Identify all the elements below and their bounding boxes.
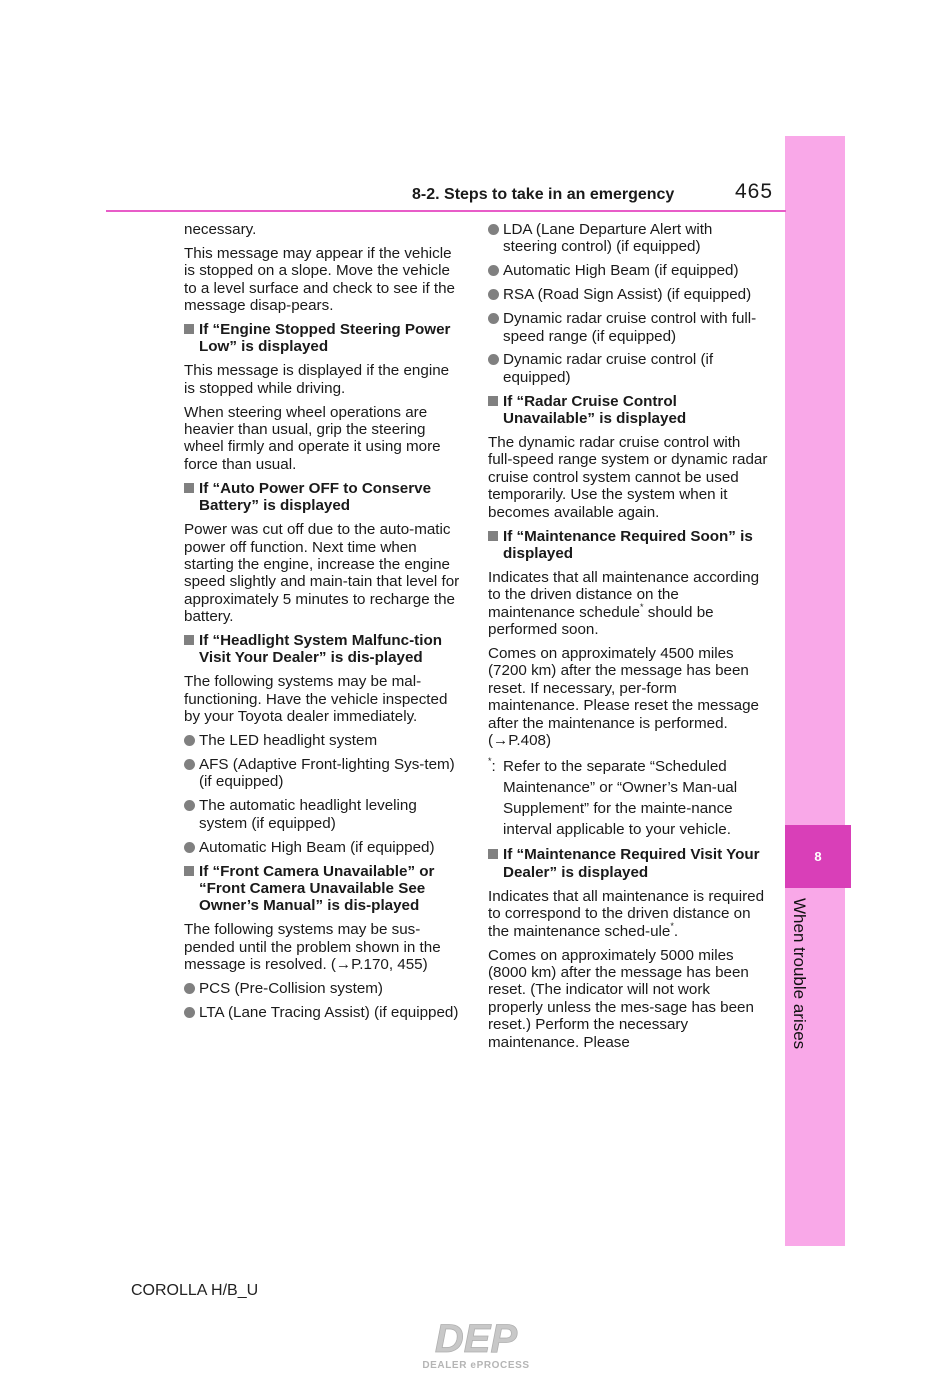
footnote-text: Refer to the separate “Scheduled Maintenance” or “Owner’s Man-ual Supplement” for the mainte-nance interval applicable to your vehicle. (503, 757, 738, 838)
chapter-number-tab (785, 825, 851, 888)
bullet-item: LDA (Lane Departure Alert with steering control) (if equipped) (488, 221, 768, 256)
footnote-label (488, 756, 496, 777)
text-run: Indicates that all maintenance according to the driven distance on the maintenance schedule (488, 568, 760, 621)
paragraph: This message may appear if the vehicle is stopped on a slope. Move the vehicle to a level surface and check to see if the message disap-pears. (184, 244, 456, 315)
subheading: If “Radar Cruise Control Unavailable” is displayed (488, 393, 768, 428)
chapter-number: 8 (814, 849, 822, 864)
footnote-mark: * (488, 755, 492, 766)
bullet-item: The LED headlight system (184, 732, 464, 749)
footnote (488, 756, 768, 840)
subheading: If “Maintenance Required Visit Your Dealer” is displayed (488, 846, 768, 881)
section-title: 8-2. Steps to take in an emergency (412, 186, 675, 203)
paragraph: When steering wheel operations are heavier than usual, grip the steering wheel firmly and operate it using more force than usual. (184, 403, 441, 473)
subheading: If “Auto Power OFF to Conserve Battery” is displayed (184, 480, 464, 515)
bullet-item: LTA (Lane Tracing Assist) (if equipped) (184, 1004, 464, 1021)
subheading: If “Headlight System Malfunc-tion Visit Your Dealer” is dis-played (184, 632, 464, 667)
bullet-item: Dynamic radar cruise control with full-speed range (if equipped) (488, 310, 768, 345)
paragraph: The following systems may be mal-functioning. Have the vehicle inspected by your Toyota dealer immediately. (184, 673, 448, 726)
footnote-colon: : (491, 757, 496, 775)
footnote-mark: * (670, 920, 674, 931)
paragraph: This message is displayed if the engine is stopped while driving. (184, 362, 450, 397)
right-column (488, 221, 768, 1057)
left-column (184, 221, 464, 1028)
paragraph: The dynamic radar cruise control with full-speed range system or dynamic radar cruise control system cannot be used temporarily. Use the system when it becomes available again. (488, 434, 768, 521)
text-run: . (673, 922, 679, 940)
dealer-eprocess-logo (405, 1316, 547, 1372)
logo-tagline: DEALER ePROCESS (422, 1360, 530, 1371)
bullet-item: AFS (Adaptive Front-lighting Sys-tem) (if equipped) (184, 756, 464, 791)
footnote-mark: * (639, 601, 644, 612)
subheading: If “Maintenance Required Soon” is displayed (488, 528, 768, 563)
paragraph: The following systems may be sus-pended until the problem shown in the message is resolved. (→P.170, 455) (184, 921, 441, 974)
bullet-item: RSA (Road Sign Assist) (if equipped) (488, 286, 768, 303)
header-rule (106, 210, 786, 212)
subheading: If “Engine Stopped Steering Power Low” is displayed (184, 321, 464, 356)
bullet-item: Dynamic radar cruise control (if equipped) (488, 351, 768, 386)
bullet-item: The automatic headlight leveling system (if equipped) (184, 797, 464, 832)
model-code: COROLLA H/B_U (131, 1282, 259, 1299)
bullet-item: Automatic High Beam (if equipped) (184, 839, 464, 856)
chapter-label: When trouble arises (790, 898, 809, 1050)
text-run: Indicates that all maintenance is required to correspond to the driven distance on the maintenance sched-ule (488, 887, 765, 940)
logo-letters: DEP (434, 1317, 518, 1361)
paragraph: Power was cut off due to the auto-matic power off function. Next time when starting the engine, increase the engine speed slightly and main-tain that level for approximately 5 minutes to recharge the battery. (184, 521, 460, 626)
paragraph: Comes on approximately 5000 miles (8000 km) after the message has been reset. (The indicator will not work properly unless the mes-sage has been reset.) Perform the necessary maintenance. Please (488, 946, 754, 1051)
paragraph: Comes on approximately 4500 miles (7200 km) after the message has been reset. If necessary, per-form maintenance. Please reset the message after the maintenance is performed. (→P.408) (488, 645, 760, 750)
bullet-item: PCS (Pre-Collision system) (184, 980, 464, 997)
bullet-item: Automatic High Beam (if equipped) (488, 262, 768, 279)
paragraph: necessary. (184, 221, 257, 238)
subheading: If “Front Camera Unavailable” or “Front Camera Unavailable See Owner’s Manual” is dis-played (184, 863, 464, 915)
page-number: 465 (735, 180, 774, 203)
paragraph (488, 569, 768, 639)
paragraph (488, 888, 768, 940)
text-run: should be performed soon. (488, 603, 714, 639)
